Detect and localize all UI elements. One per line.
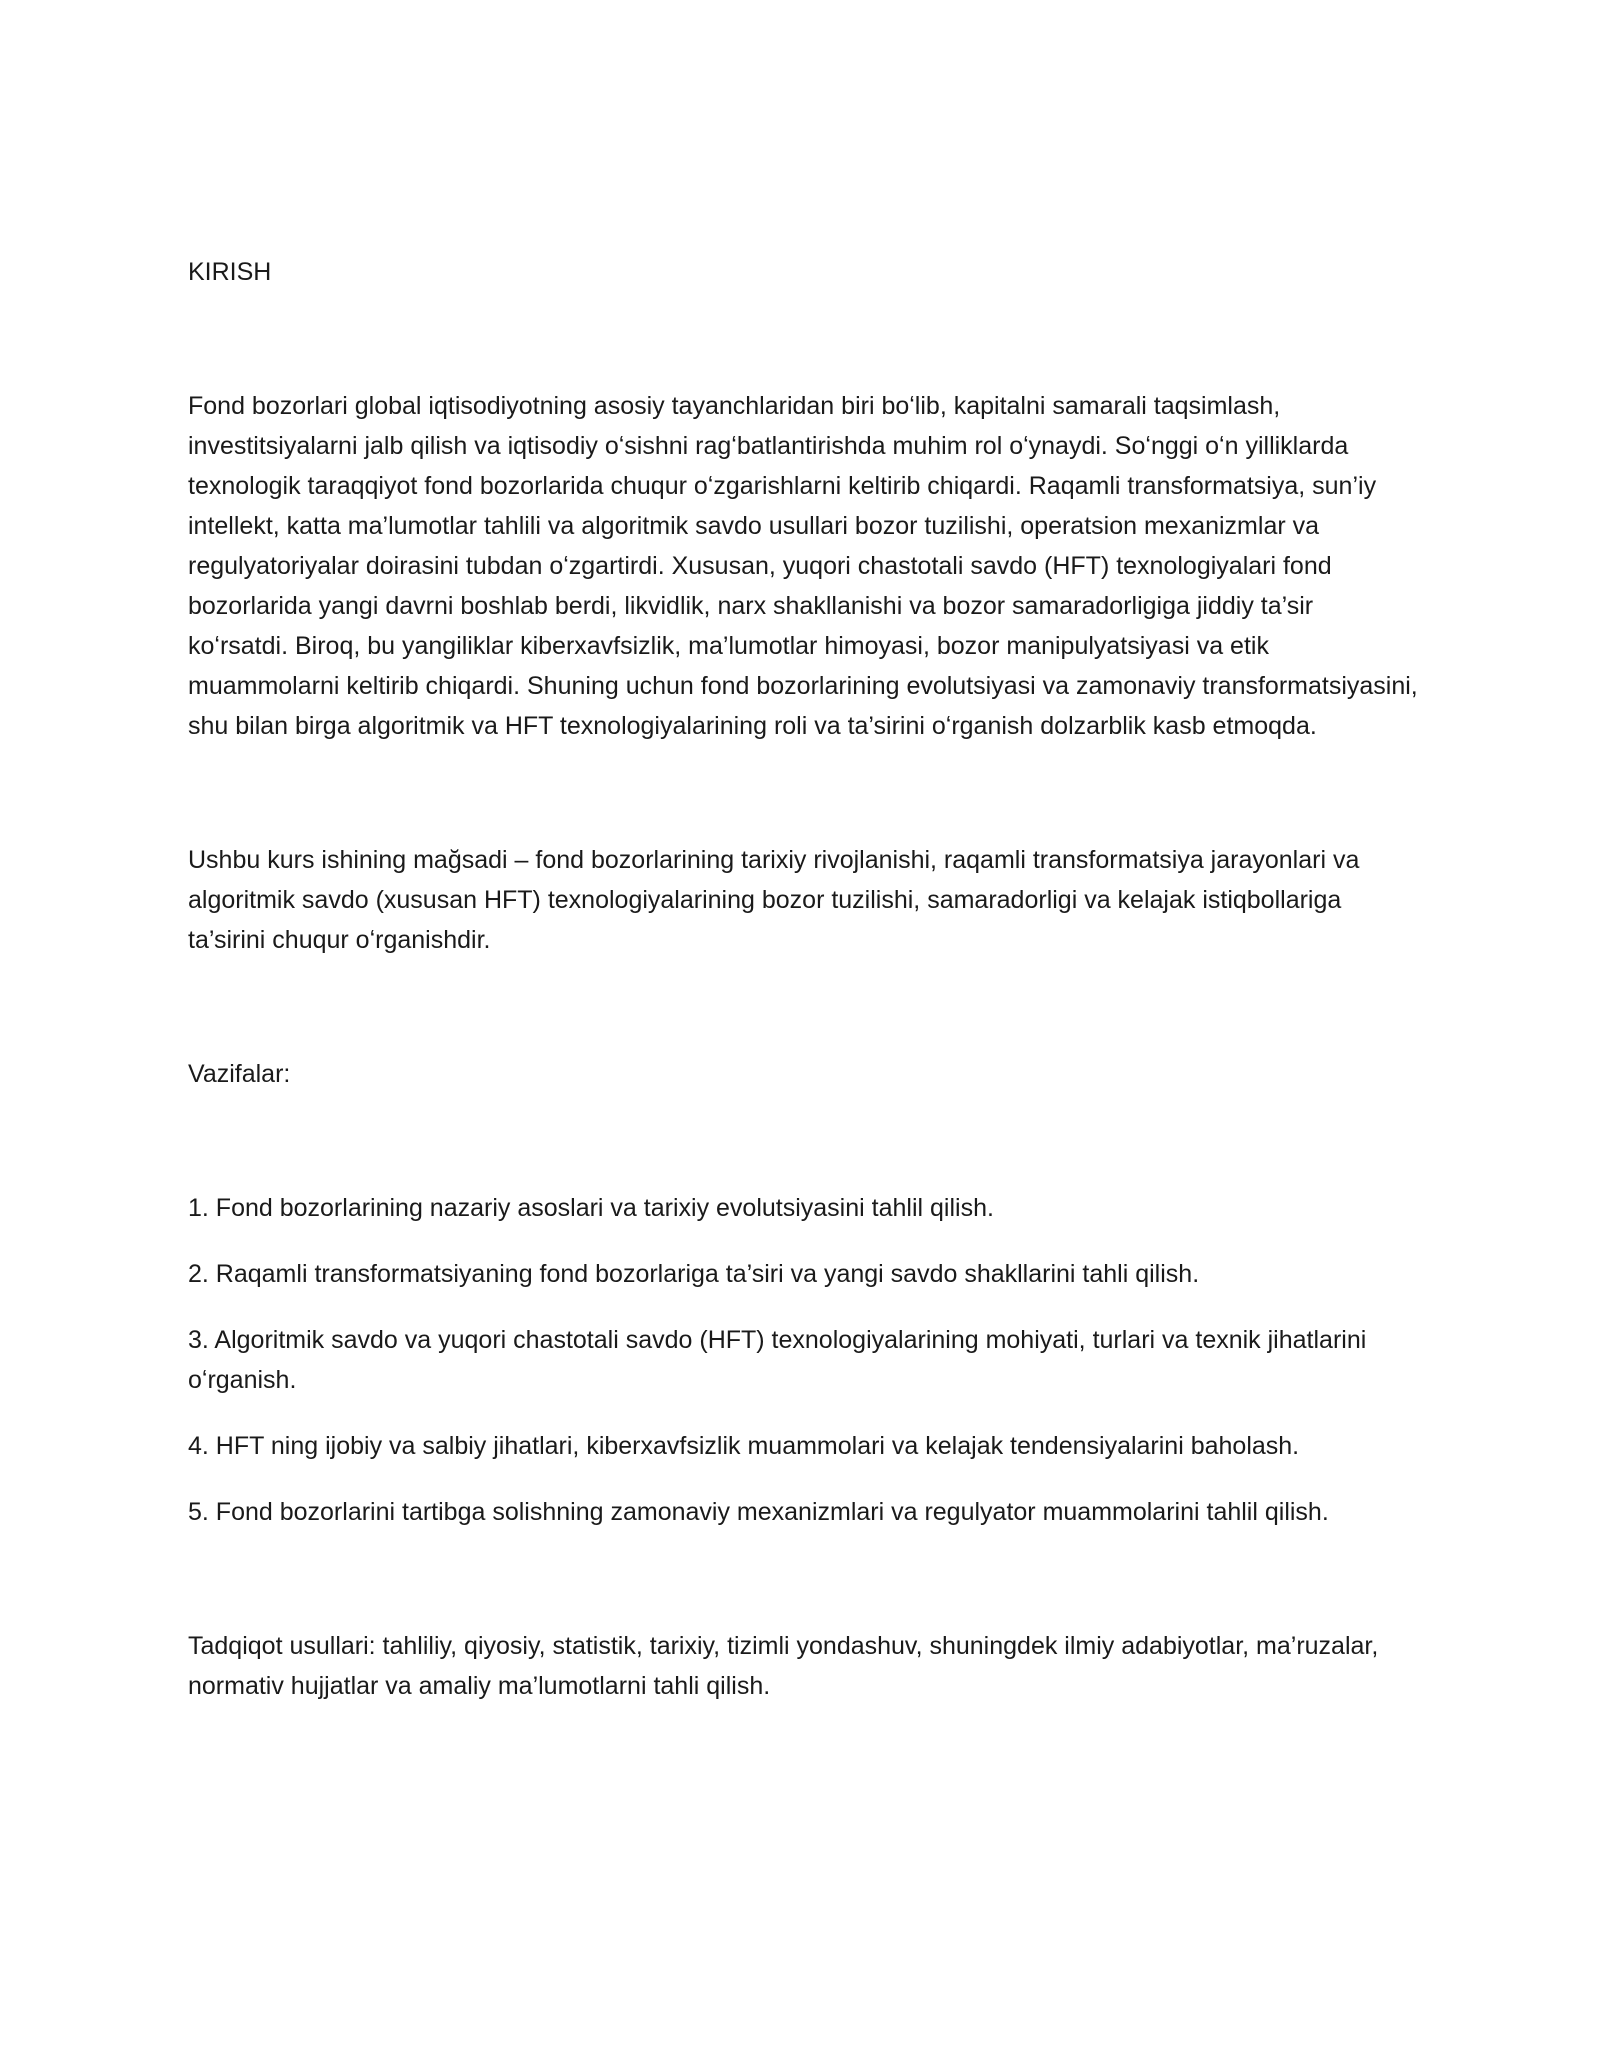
spacer bbox=[188, 292, 1418, 386]
spacer bbox=[188, 1558, 1418, 1626]
intro-paragraph: Fond bozorlari global iqtisodiyotning asosiy tayanchlaridan biri boʻlib, kapitalni samarali taqsimlash, investitsiyalarni jalb qilish va iqtisodiy oʻsishni ragʻbatlantirishda muhim rol oʻynaydi. Soʻnggi oʻn yilliklarda texnologik taraqqiyot fond bozorlarida chuqur oʻzgarishlarni keltirib chiqardi. Raqamli transformatsiya, sun’iy intellekt, katta ma’lumotlar tahlili va algoritmik savdo usullari bozor tuzilishi, operatsion mexanizmlar va regulyatoriyalar doirasini tubdan oʻzgartirdi. Xususan, yuqori chastotali savdo (HFT) texnologiyalari fond bozorlarida yangi davrni boshlab berdi, likvidlik, narx shakllanishi va bozor samaradorligiga jiddiy ta’sir koʻrsatdi. Biroq, bu yangiliklar kiberxavfsizlik, ma’lumotlar himoyasi, bozor manipulyatsiyasi va etik muammolarni keltirib chiqardi. Shuning uchun fond bozorlarining evolutsiyasi va zamonaviy transformatsiyasini, shu bilan birga algoritmik va HFT texnologiyalarining roli va ta’sirini oʻrganish dolzarblik kasb etmoqda. bbox=[188, 392, 1418, 740]
tasks-list bbox=[188, 1188, 1418, 1532]
methods-paragraph: Tadqiqot usullari: tahliliy, qiyosiy, statistik, tarixiy, tizimli yondashuv, shuningdek ilmiy adabiyotlar, ma’ruzalar, normativ hujjatlar va amaliy ma’lumotlarni tahli qilish. bbox=[188, 1632, 1379, 1700]
document-body bbox=[188, 252, 1418, 1706]
section-heading: KIRISH bbox=[188, 258, 272, 286]
task-item: 4. HFT ning ijobiy va salbiy jihatlari, kiberxavfsizlik muammolari va kelajak tendensiyalarini baholash. bbox=[188, 1432, 1300, 1460]
task-item: 5. Fond bozorlarini tartibga solishning zamonaviy mexanizmlari va regulyator muammolarini tahlil qilish. bbox=[188, 1498, 1329, 1526]
aim-paragraph: Ushbu kurs ishining mağsadi – fond bozorlarining tarixiy rivojlanishi, raqamli transformatsiya jarayonlari va algoritmik savdo (xususan HFT) texnologiyalarining bozor tuzilishi, samaradorligi va kelajak istiqbollariga ta’sirini chuqur oʻrganishdir. bbox=[188, 846, 1360, 954]
tasks-heading: Vazifalar: bbox=[188, 1060, 291, 1088]
spacer bbox=[188, 1094, 1418, 1188]
task-item: 2. Raqamli transformatsiyaning fond bozorlariga ta’siri va yangi savdo shakllarini tahli qilish. bbox=[188, 1260, 1200, 1288]
task-item: 3. Algoritmik savdo va yuqori chastotali savdo (HFT) texnologiyalarining mohiyati, turlari va texnik jihatlarini oʻrganish. bbox=[188, 1326, 1367, 1394]
spacer bbox=[188, 960, 1418, 1054]
spacer bbox=[188, 746, 1418, 840]
task-item: 1. Fond bozorlarining nazariy asoslari va tarixiy evolutsiyasini tahlil qilish. bbox=[188, 1194, 994, 1222]
